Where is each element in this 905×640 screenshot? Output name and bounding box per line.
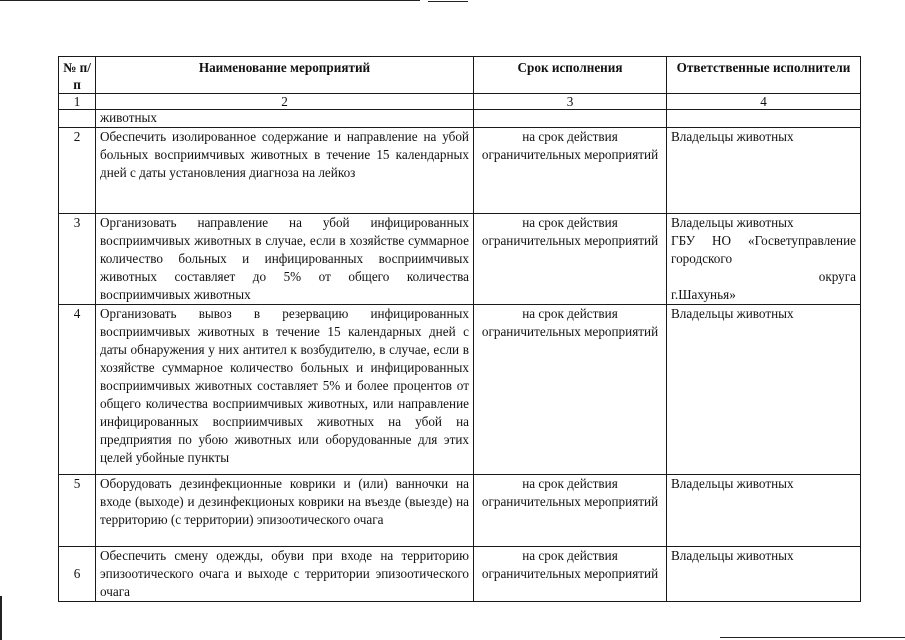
row-resp-cell bbox=[667, 214, 861, 305]
row-resp: Владельцы животных bbox=[667, 305, 861, 475]
table-row bbox=[59, 128, 861, 214]
measures-table bbox=[58, 56, 861, 602]
row-term: на срок действия ограничительных мероприятий bbox=[474, 214, 667, 305]
continuation-text: животных bbox=[96, 110, 474, 128]
row-term: на срок действия ограничительных мероприятий bbox=[474, 305, 667, 475]
row-resp-city: г.Шахунья» bbox=[671, 287, 736, 302]
row-name: Организовать направление на убой инфицированных восприимчивых животных в случае, если в хозяйстве суммарное количество больных и инфицированных восприимчивых животных составляет до 5% от общего количества восприимчивых животных bbox=[96, 214, 474, 305]
table-header-row bbox=[59, 57, 861, 94]
table-row bbox=[59, 475, 861, 547]
row-resp-extra-line bbox=[671, 268, 856, 286]
row-resp-extra bbox=[671, 232, 856, 268]
row-name: Оборудовать дезинфекционные коврики и (или) ванночки на входе (выходе) и дезинфекционых коврики на въезде (выезде) на территорию (с территории) эпизоотического очага bbox=[96, 475, 474, 547]
header-name: Наименование мероприятий bbox=[96, 57, 474, 94]
row-term: на срок действия ограничительных мероприятий bbox=[474, 547, 667, 602]
index-2: 2 bbox=[96, 94, 474, 110]
row-resp-district: округа bbox=[818, 269, 856, 284]
row-term: на срок действия ограничительных мероприятий bbox=[474, 128, 667, 214]
continuation-resp bbox=[667, 110, 861, 128]
continuation-num bbox=[59, 110, 96, 128]
scan-artifact-top-dash bbox=[428, 1, 468, 2]
header-num: № п/п bbox=[59, 57, 96, 94]
row-num: 5 bbox=[59, 475, 96, 547]
column-index-row bbox=[59, 94, 861, 110]
header-term: Срок исполнения bbox=[474, 57, 667, 94]
row-resp: Владельцы животных bbox=[667, 547, 861, 602]
row-name: Организовать вывоз в резервацию инфицированных восприимчивых животных в течение 15 календарных дней с даты обнаружения у них антител к возбудителю, в случае, если в хозяйстве суммарное количество больных и инфицированных восприимчивых животных составляет 5% и более процентов от общего количества восприимчивых животных, или направление инфицированных восприимчивых животных на убой на предприятия по убою животных или оборудованные для этих целей убойные пункты bbox=[96, 305, 474, 475]
table-row bbox=[59, 547, 861, 602]
row-name: Обеспечить изолированное содержание и направление на убой больных восприимчивых животных в течение 15 календарных дней с даты установления диагноза на лейкоз bbox=[96, 128, 474, 214]
row-num: 6 bbox=[59, 547, 96, 602]
index-3: 3 bbox=[474, 94, 667, 110]
row-resp-org: ГБУ НО «Госветуправление городского bbox=[671, 233, 856, 266]
row-resp: Владельцы животных bbox=[667, 128, 861, 214]
table-row bbox=[59, 214, 861, 305]
row-term: на срок действия ограничительных мероприятий bbox=[474, 475, 667, 547]
row-resp: Владельцы животных bbox=[671, 215, 794, 230]
scan-artifact-top bbox=[0, 0, 420, 1]
scan-artifact-bottom bbox=[720, 637, 905, 638]
index-4: 4 bbox=[667, 94, 861, 110]
header-resp: Ответственные исполнители bbox=[667, 57, 861, 94]
row-num: 2 bbox=[59, 128, 96, 214]
row-num: 3 bbox=[59, 214, 96, 305]
continuation-term bbox=[474, 110, 667, 128]
scan-artifact-left-edge bbox=[0, 596, 2, 640]
index-1: 1 bbox=[59, 94, 96, 110]
table-row bbox=[59, 305, 861, 475]
continuation-row bbox=[59, 110, 861, 128]
row-resp: Владельцы животных bbox=[667, 475, 861, 547]
row-num: 4 bbox=[59, 305, 96, 475]
row-name: Обеспечить смену одежды, обуви при входе на территорию эпизоотического очага и выходе с территории эпизоотического очага bbox=[96, 547, 474, 602]
